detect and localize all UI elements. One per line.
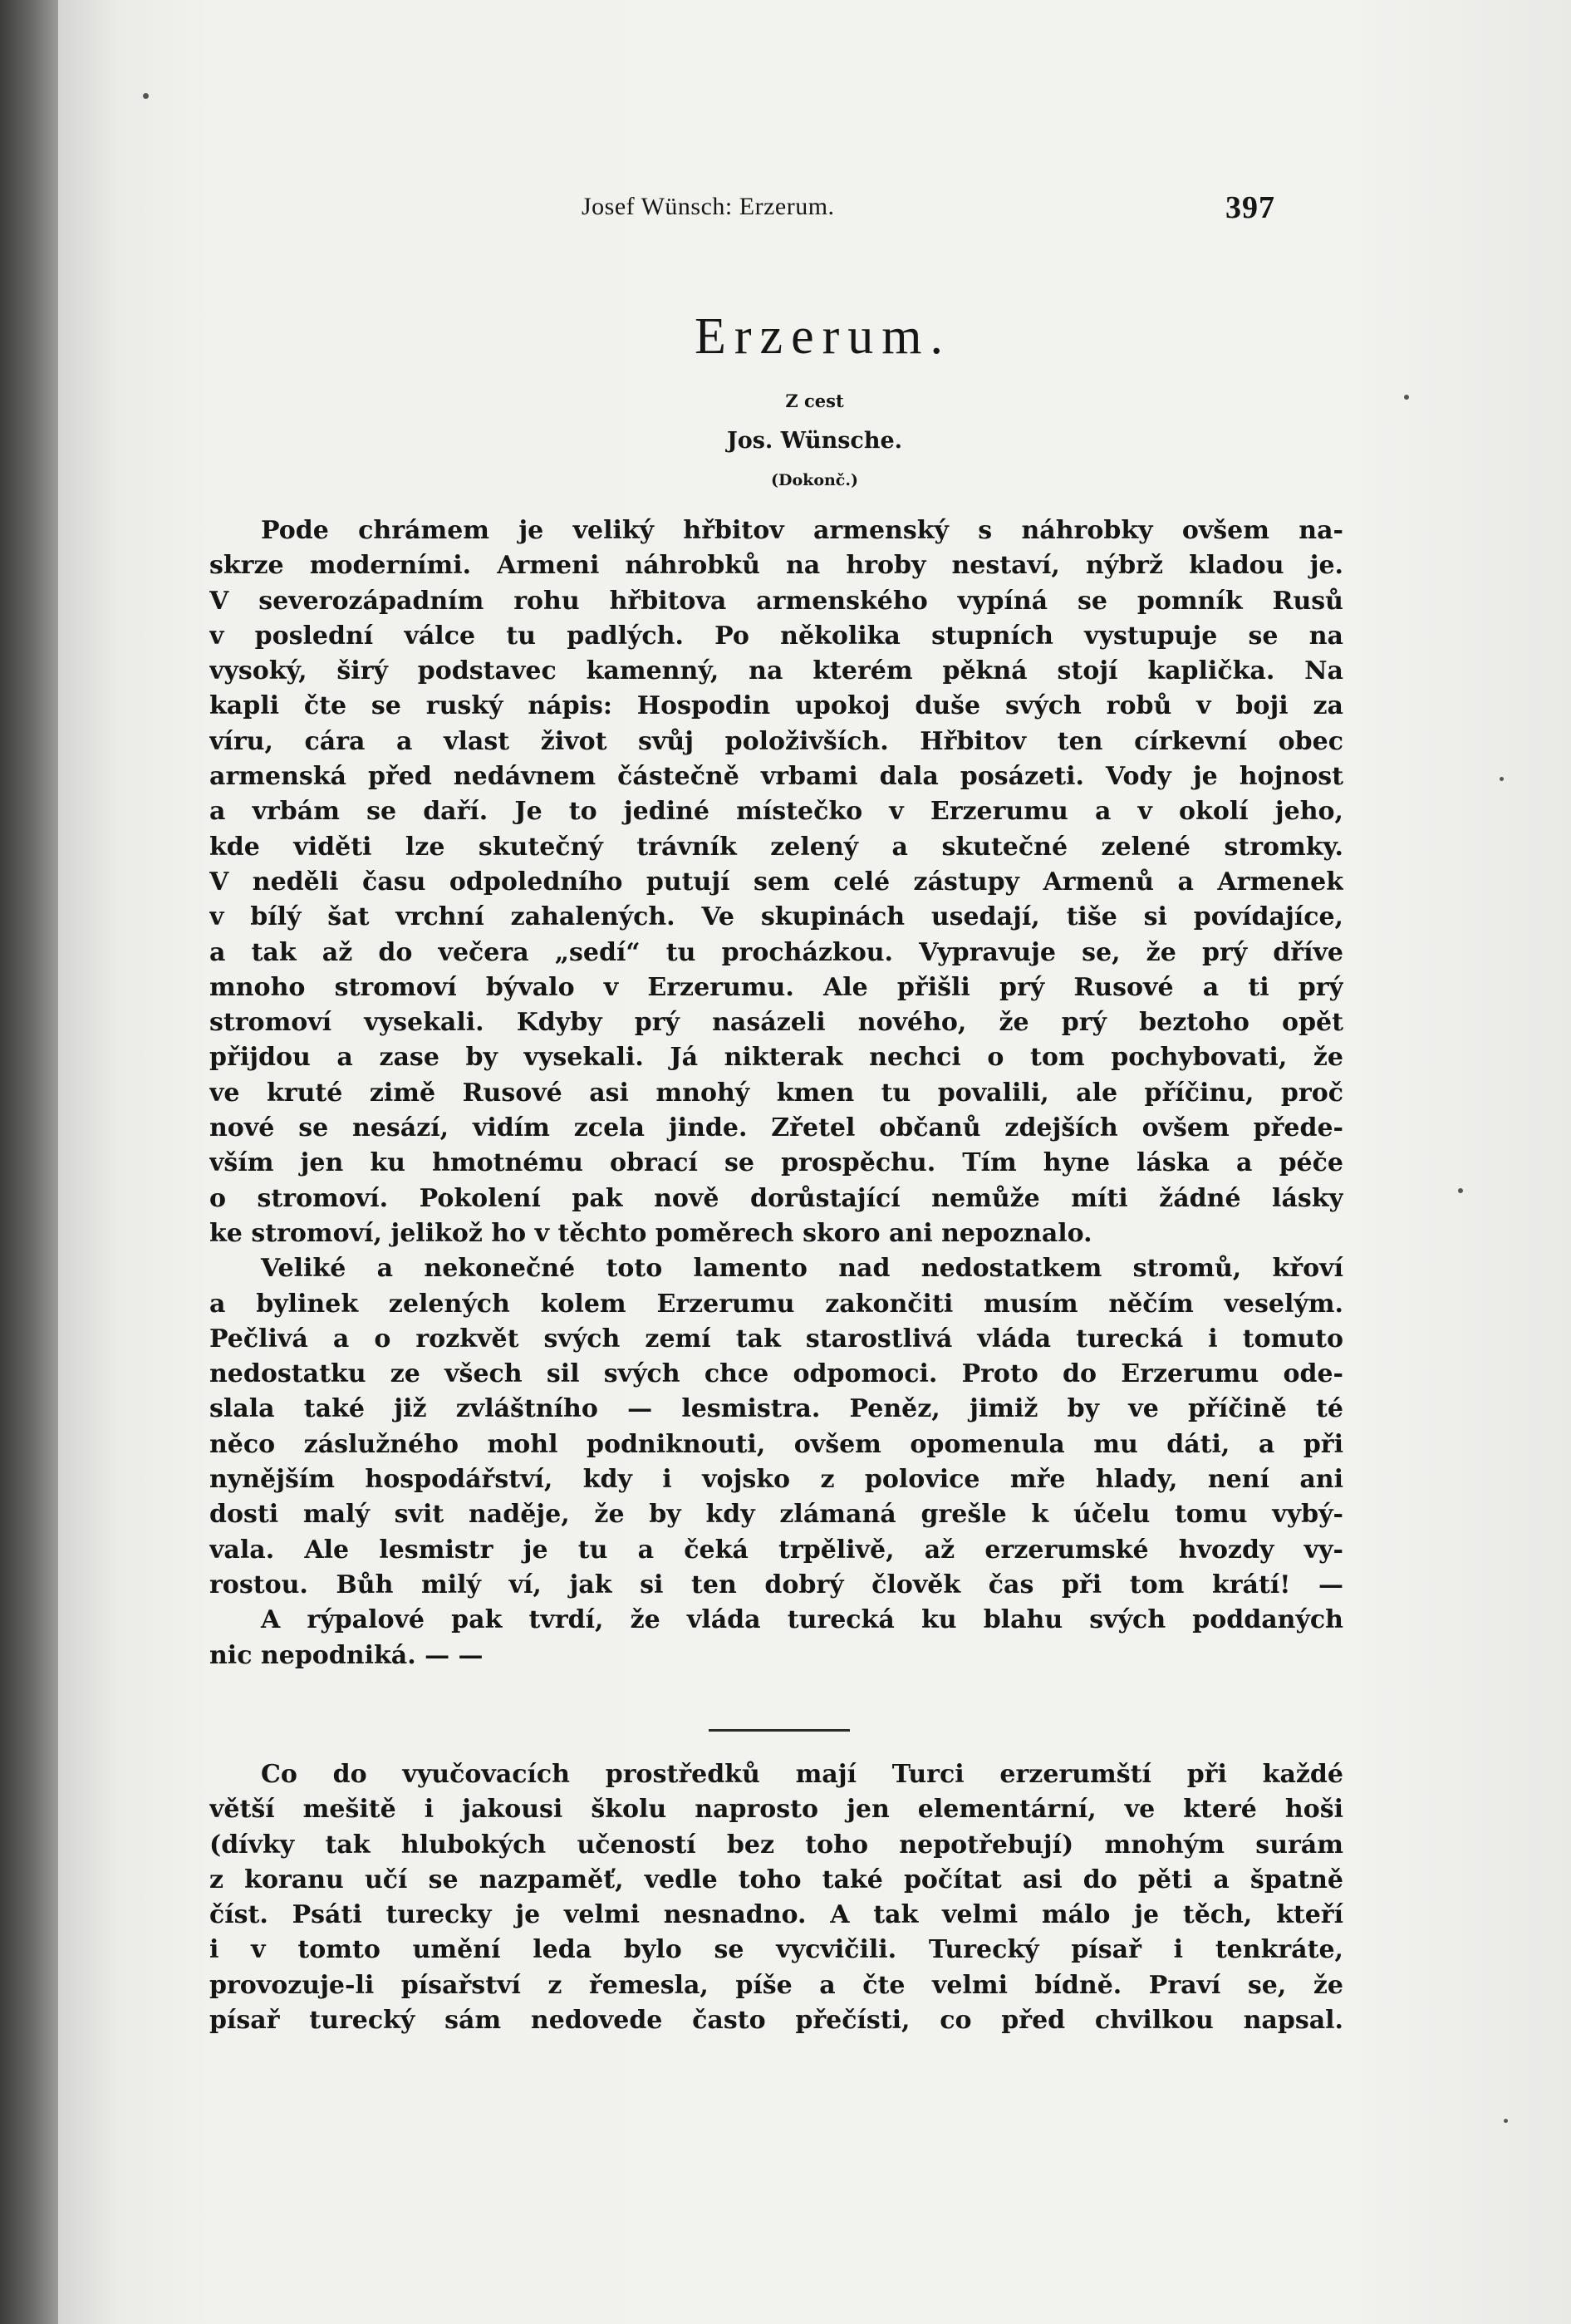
text-line: přijdou a zase by vysekali. Já nikterak nechci o tom pochybovati, že	[209, 1043, 1343, 1073]
text-line: vysoký, širý podstavec kamenný, na kterém pěkná stojí kaplička. Na	[209, 656, 1343, 686]
text-line: o stromoví. Pokolení pak nově dorůstající nemůže míti žádné lásky	[209, 1183, 1343, 1213]
running-title: Josef Wünsch: Erzerum.	[582, 193, 835, 220]
running-head	[58, 190, 1571, 226]
text-line: z koranu učí se nazpaměť, vedle toho také počítat asi do pěti a špatně	[209, 1865, 1343, 1894]
text-line: a bylinek zelených kolem Erzerumu zakončiti musím něčím veselým.	[209, 1289, 1343, 1319]
text-line: Pode chrámem je veliký hřbitov armenský s náhrobky ovšem na-	[261, 516, 1343, 545]
book-page	[58, 0, 1571, 2324]
text-line: V severozápadním rohu hřbitova armenského vypíná se pomník Rusů	[209, 586, 1343, 616]
scan-speck	[143, 93, 149, 99]
text-line: víru, cára a vlast život svůj položivších. Hřbitov ten církevní obec	[209, 726, 1343, 756]
text-line: nové se nesází, vidím zcela jinde. Zřetel občanů zdejších ovšem přede-	[209, 1113, 1343, 1143]
article-author: Jos. Wünsche.	[726, 428, 903, 454]
text-line: Co do vyučovacích prostředků mají Turci erzerumští při každé	[261, 1760, 1343, 1789]
text-line: rostou. Bůh milý ví, jak si ten dobrý člověk čas při tom krátí! —	[209, 1570, 1343, 1599]
text-line: a tak až do večera „sedí“ tu procházkou. Vypravuje se, že prý dříve	[209, 937, 1343, 967]
text-line: nedostatku ze všech sil svých chce odpomoci. Proto do Erzerumu ode-	[209, 1359, 1343, 1389]
scan-speck	[1500, 777, 1504, 781]
page-number: 397	[1225, 190, 1275, 225]
text-line: a vrbám se daří. Je to jediné místečko v Erzerumu a v okolí jeho,	[209, 797, 1343, 827]
text-line: A rýpalové pak tvrdí, že vláda turecká ku blahu svých poddaných	[261, 1605, 1343, 1635]
section-separator-rule	[709, 1729, 850, 1732]
text-line: ve kruté zimě Rusové asi mnohý kmen tu povalili, ale příčinu, proč	[209, 1078, 1343, 1108]
text-line: (dívky tak hlubokých učeností bez toho nepotřebují) mnohým surám	[209, 1830, 1343, 1860]
text-line: v poslední válce tu padlých. Po několika stupních vystupuje se na	[209, 621, 1343, 651]
text-line: něco záslužného mohl podniknouti, ovšem opomenula mu dáti, a při	[209, 1429, 1343, 1459]
text-line: ke stromoví, jelikož ho v těchto poměrech skoro ani nepoznalo.	[209, 1218, 1092, 1248]
article-body-section-1	[209, 513, 1343, 1673]
continuation-note: (Dokonč.)	[771, 471, 858, 489]
text-line: mnoho stromoví bývalo v Erzerumu. Ale přišli prý Rusové a ti prý	[209, 972, 1343, 1002]
text-line: číst. Psáti turecky je velmi nesnadno. A tak velmi málo je těch, kteří	[209, 1900, 1343, 1930]
text-line: provozuje-li písařství z řemesla, píše a čte velmi bídně. Praví se, že	[209, 1970, 1343, 2000]
text-line: písař turecký sám nedovede často přečísti, co před chvilkou napsal.	[209, 2006, 1343, 2036]
article-body-section-2	[209, 1757, 1343, 2038]
text-line: kapli čte se ruský nápis: Hospodin upokoj duše svých robů v boji za	[209, 691, 1343, 721]
text-line: skrze moderními. Armeni náhrobků na hroby nestaví, nýbrž kladou je.	[209, 551, 1343, 581]
scan-binding-edge	[0, 0, 58, 2324]
text-line: armenská před nedávnem částečně vrbami dala posázeti. Vody je hojnost	[209, 762, 1343, 792]
text-line: i v tomto umění leda bylo se vycvičili. Turecký písař i tenkráte,	[209, 1935, 1343, 1965]
text-line: v bílý šat vrchní zahalených. Ve skupinách usedají, tiše si povídajíce,	[209, 902, 1343, 932]
scan-speck	[1458, 1188, 1463, 1193]
scan-speck	[1504, 2119, 1508, 2123]
text-line: stromoví vysekali. Kdyby prý nasázeli nového, že prý beztoho opět	[209, 1008, 1343, 1038]
text-line: nynějším hospodářství, kdy i vojsko z polovice mře hlady, není ani	[209, 1465, 1343, 1495]
text-line: dosti malý svit naděje, že by kdy zlámaná grešle k účelu tomu vybý-	[209, 1500, 1343, 1530]
scan-speck	[1404, 395, 1409, 400]
article-title: Erzerum.	[695, 308, 951, 365]
text-line: slala také již zvláštního — lesmistra. Peněz, jimiž by ve příčině té	[209, 1394, 1343, 1424]
text-line: Pečlivá a o rozkvět svých zemí tak starostlivá vláda turecká i tomuto	[209, 1324, 1343, 1354]
text-line: V neděli času odpoledního putují sem celé zástupy Armenů a Armenek	[209, 867, 1343, 897]
text-line: kde viděti lze skutečný trávník zelený a skutečné zelené stromky.	[209, 832, 1343, 862]
text-line: nic nepodniká. — —	[209, 1640, 484, 1670]
article-subtitle: Z cest	[785, 391, 844, 411]
text-line: Veliké a nekonečné toto lamento nad nedostatkem stromů, křoví	[261, 1254, 1343, 1284]
text-line: větší mešitě i jakousi školu naprosto jen elementární, ve které hoši	[209, 1795, 1343, 1825]
text-line: vším jen ku hmotnému obrací se prospěchu. Tím hyne láska a péče	[209, 1148, 1343, 1178]
text-line: vala. Ale lesmistr je tu a čeká trpělivě, až erzerumské hvozdy vy-	[209, 1535, 1343, 1565]
